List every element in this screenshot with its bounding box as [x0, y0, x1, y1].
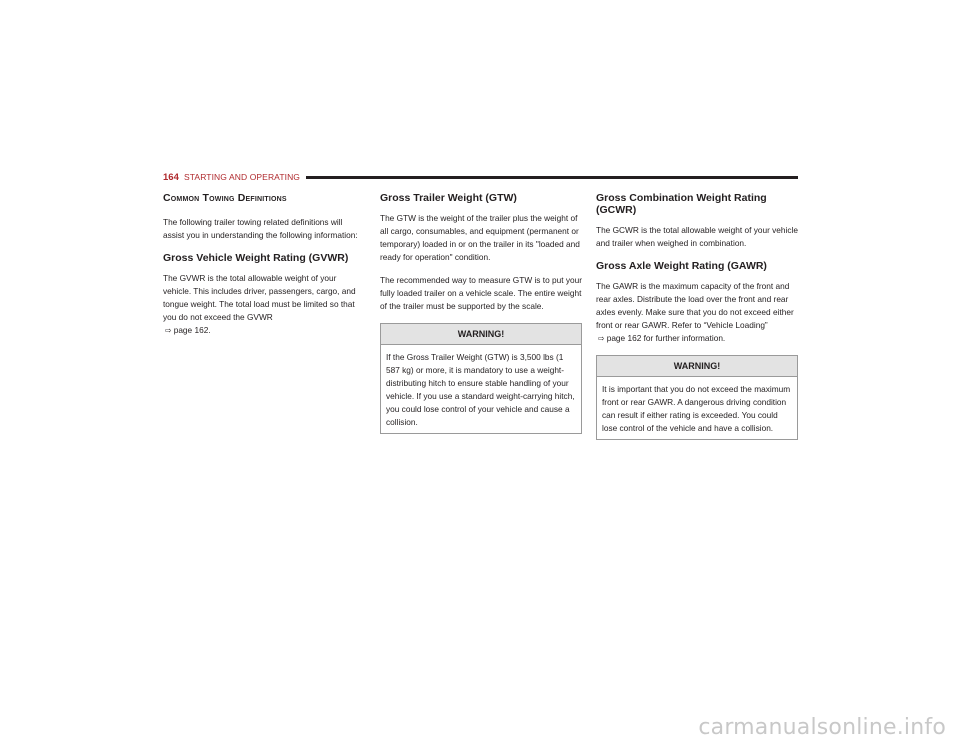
- gvwr-page-ref[interactable]: page 162.: [173, 325, 211, 335]
- arrow-right-icon: ⇨: [598, 334, 605, 343]
- header-rule: [306, 176, 798, 179]
- warning-text: If the Gross Trailer Weight (GTW) is 3,500 lbs (1 587 kg) or more, it is mandatory to use a weight-distributing hitch to ensure stable handling of your vehicle. If you use a standard weight-carrying hitch, you could lose control of your vehicle and cause a collision.: [386, 352, 575, 427]
- warning-title: WARNING!: [597, 356, 797, 377]
- gvwr-text: The GVWR is the total allowable weight of your vehicle. This includes driver, passengers, cargo, and tongue weight. The total load must be limited so that you do not exceed the GVWR: [163, 273, 356, 322]
- warning-title: WARNING!: [381, 324, 581, 345]
- intro-paragraph: The following trailer towing related definitions will assist you in understanding the following information:: [163, 217, 358, 240]
- gvwr-paragraph: [163, 272, 365, 337]
- section-title: Common Towing Definitions: [163, 192, 287, 204]
- gtw-paragraph-1: The GTW is the weight of the trailer plus the weight of all cargo, consumables, and equipment (permanent or temporary) loaded in or on the trailer in its "loaded and ready for operation" condition.: [380, 213, 580, 262]
- section-name: STARTING AND OPERATING: [184, 172, 301, 182]
- gawr-page-ref[interactable]: page 162 for further information.: [606, 333, 726, 343]
- gcwr-heading: Gross Combination Weight Rating (GCWR): [596, 192, 767, 216]
- gtw-warning-box: [380, 323, 582, 434]
- gawr-text: The GAWR is the maximum capacity of the front and rear axles. Distribute the load over the front and rear axles evenly. Make sure that you do not exceed either front or rear GAWR. Refer to “Vehicle Loading”: [596, 281, 794, 330]
- warning-text: It is important that you do not exceed the maximum front or rear GAWR. A dangerous driving condition can result if either rating is exceeded. You could lose control of the vehicle and have a collision.: [602, 384, 791, 433]
- column-3: [596, 192, 798, 440]
- page-number: 164: [163, 172, 179, 183]
- arrow-right-icon: ⇨: [165, 326, 172, 335]
- gawr-warning-box: [596, 355, 798, 440]
- gvwr-heading: Gross Vehicle Weight Rating (GVWR): [163, 252, 349, 264]
- gtw-paragraph-2: The recommended way to measure GTW is to put your fully loaded trailer on a vehicle scale. The entire weight of the trailer must be supported by the scale.: [380, 275, 582, 311]
- gtw-heading: Gross Trailer Weight (GTW): [380, 192, 517, 204]
- gcwr-paragraph: The GCWR is the total allowable weight of your vehicle and trailer when weighed in combination.: [596, 225, 798, 248]
- page-header: [163, 172, 798, 186]
- gawr-paragraph: [596, 280, 798, 345]
- column-1: [163, 192, 365, 347]
- column-2: [380, 192, 582, 434]
- gawr-heading: Gross Axle Weight Rating (GAWR): [596, 260, 767, 272]
- watermark: carmanualsonline.info: [698, 715, 946, 740]
